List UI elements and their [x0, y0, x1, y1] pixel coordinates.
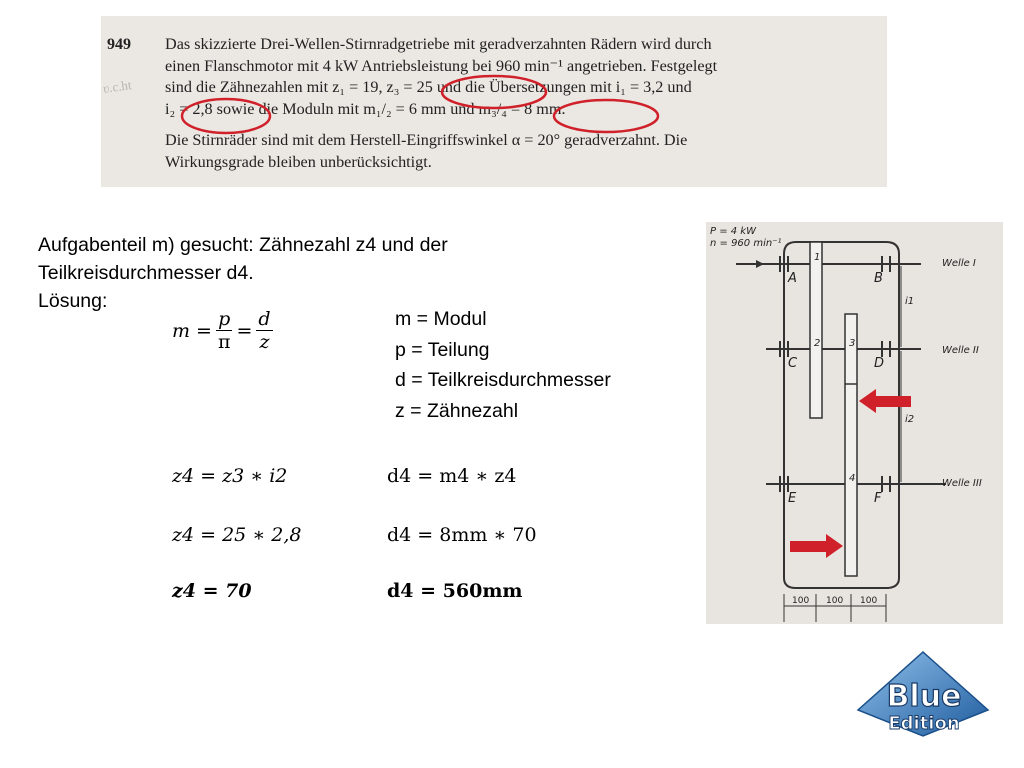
problem-line: Wirkungsgrade bleiben unberücksichtigt. [165, 152, 432, 171]
dim-label: 100 [792, 596, 810, 606]
ratio-label-i2: i2 [905, 414, 915, 425]
bearing-label-f: F [874, 491, 882, 506]
dim-label: 100 [826, 596, 844, 606]
symbol-legend [395, 304, 611, 426]
solution-label: Lösung: [38, 290, 108, 312]
gearbox-diagram [706, 222, 1003, 624]
legend-item: z = Zähnezahl [395, 399, 519, 422]
problem-number: 949 [107, 36, 131, 53]
gear-label-2: 2 [814, 338, 821, 349]
arrow-gear-3 [859, 389, 911, 413]
gear-1-2 [810, 242, 822, 418]
blue-edition-logo [856, 650, 990, 743]
fraction-d-z [256, 308, 272, 353]
problem-line: Das skizzierte Drei-Wellen-Stirnradgetriebe mit geradverzahnten Rädern wird durch [165, 35, 712, 53]
bearing-label-a: A [788, 271, 797, 286]
gearbox-sketch [706, 222, 1003, 624]
gear-label-4: 4 [849, 473, 856, 484]
task-heading [38, 231, 448, 315]
fraction-denominator: π [217, 331, 231, 353]
shaft-label-3: Welle III [942, 478, 982, 489]
result-z4: z4 = 70 [172, 580, 252, 602]
problem-line: sind die Zähnezahlen mit z₁ = 19, z₃ = 25 und die Übersetzungen mit i₁ = 3,2 und [165, 78, 692, 96]
legend-item: p = Teilung [395, 338, 490, 361]
bearings [780, 256, 890, 492]
arrow-gear-4 [790, 534, 843, 558]
logo-word-blue: Blue [886, 679, 962, 714]
fraction-denominator: z [259, 331, 270, 353]
eq-d-substituted: d4 = 8mm ∗ 70 [387, 524, 537, 546]
power-label: P = 4 kW [710, 226, 756, 237]
problem-line: einen Flanschmotor mit 4 kW Antriebsleistung bei 960 min⁻¹ angetrieben. Festgelegt [165, 56, 718, 75]
logo-graphic [856, 650, 990, 738]
task-line-1: Aufgabenteil m) gesucht: Zähnezahl z4 und der [38, 234, 448, 256]
dim-label: 100 [860, 596, 878, 606]
gear-label-3: 3 [849, 338, 856, 349]
logo-word-edition: Edition [888, 713, 960, 734]
fraction-numerator: p [218, 308, 231, 330]
highlight-circles [101, 16, 887, 187]
problem-line: Die Stirnräder sind mit dem Herstell-Eingriffswinkel α = 20° geradverzahnt. Die [165, 131, 688, 149]
legend-item: m = Modul [395, 308, 487, 330]
gear-label-1: 1 [814, 252, 821, 263]
problem-line: i₂ = 2,8 sowie die Moduln mit m₁/₂ = 6 mm und m₃/₄ = 8 mm. [165, 99, 566, 118]
speed-label: n = 960 min⁻¹ [710, 238, 782, 249]
fraction-numerator: d [258, 308, 271, 330]
gear-3-4 [845, 314, 857, 576]
bearing-label-b: B [874, 271, 883, 286]
bearing-label-c: C [788, 356, 798, 371]
fraction-p-pi [216, 308, 233, 353]
shaft-label-2: Welle II [942, 345, 979, 356]
bearing-label-e: E [788, 491, 797, 506]
formula-eq: = [236, 319, 253, 342]
housing-outline [784, 242, 899, 588]
circle-m34 [554, 100, 658, 132]
shaft-label-1: Welle I [942, 258, 976, 269]
formula-lhs: m = [172, 319, 212, 342]
eq-z-formula: z4 = z3 ∗ i2 [172, 465, 288, 487]
modul-formula [172, 308, 277, 353]
ratio-label-i1: i1 [905, 296, 915, 307]
bearing-label-d: D [874, 356, 885, 371]
circle-z3 [442, 76, 546, 108]
legend-item: d = Teilkreisdurchmesser [395, 369, 611, 391]
eq-z-substituted: z4 = 25 ∗ 2,8 [172, 524, 302, 546]
task-line-2: Teilkreisdurchmesser d4. [38, 262, 254, 284]
result-d4: d4 = 560mm [387, 580, 523, 602]
input-arrowhead [756, 260, 764, 268]
scanned-problem [101, 16, 887, 187]
pencil-mark: ʋ.c.ht [102, 77, 133, 96]
eq-d-formula: d4 = m4 ∗ z4 [387, 465, 517, 487]
circle-i2 [182, 99, 270, 133]
